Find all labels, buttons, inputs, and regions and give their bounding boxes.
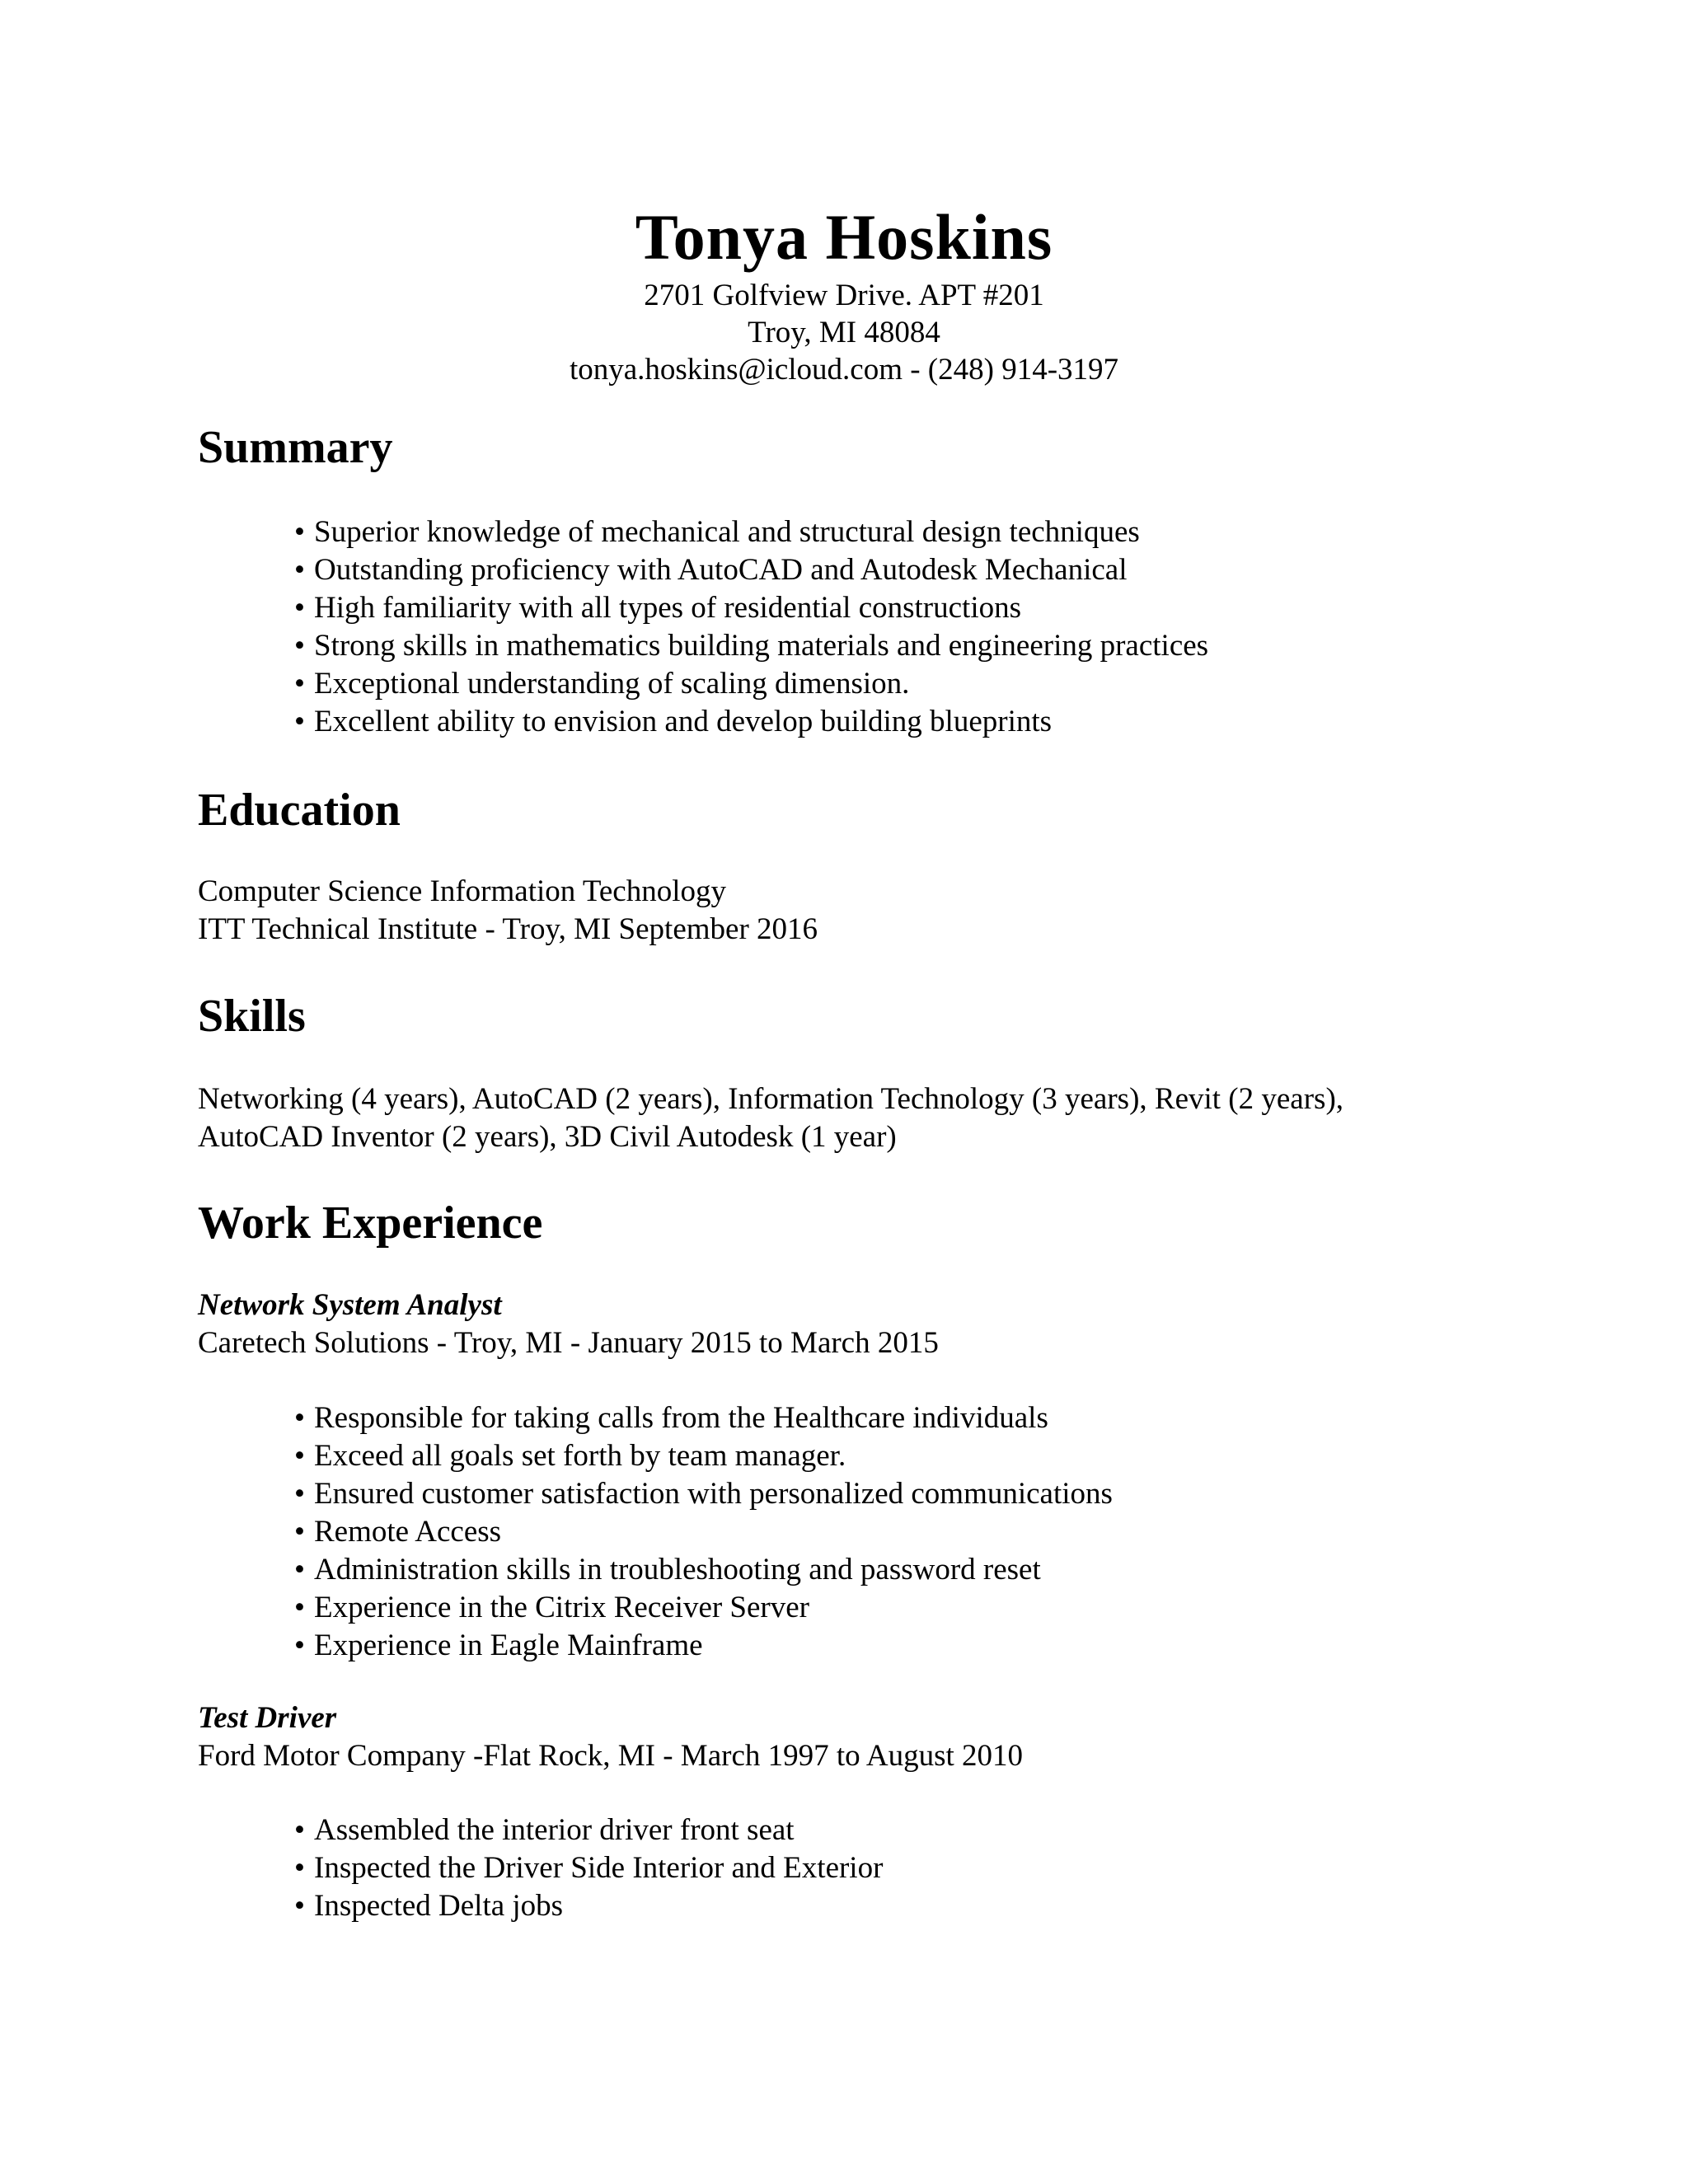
bullet-icon: • [294, 1629, 305, 1662]
list-item-text: Assembled the interior driver front seat [314, 1813, 795, 1847]
list-item-text: Superior knowledge of mechanical and structural design techniques [314, 515, 1140, 549]
bullet-icon: • [294, 515, 305, 549]
job-title: Test Driver [198, 1701, 337, 1735]
list-item-text: Inspected Delta jobs [314, 1889, 564, 1923]
list-item [294, 1589, 1113, 1627]
list-item [294, 1849, 883, 1887]
list-item [294, 1513, 1113, 1551]
candidate-name: Tonya Hoskins [635, 201, 1053, 273]
list-item [294, 1551, 1113, 1589]
list-item-text: Experience in the Citrix Receiver Server [314, 1591, 809, 1624]
list-item [294, 513, 1208, 551]
bullet-icon: • [294, 1553, 305, 1586]
list-item-text: Exceed all goals set forth by team manager. [314, 1439, 846, 1473]
skills-line-1: Networking (4 years), AutoCAD (2 years), Information Technology (3 years), Revit (2 years), [198, 1082, 1344, 1116]
job-company: Caretech Solutions - Troy, MI - January 2015 to March 2015 [198, 1326, 939, 1360]
summary-list [294, 513, 1208, 741]
address-line-1: 2701 Golfview Drive. APT #201 [644, 279, 1044, 312]
bullet-icon: • [294, 1477, 305, 1511]
bullet-icon: • [294, 1401, 305, 1435]
bullet-icon: • [294, 553, 305, 587]
bullet-icon: • [294, 1813, 305, 1847]
list-item-text: Experience in Eagle Mainframe [314, 1629, 703, 1662]
bullet-icon: • [294, 1439, 305, 1473]
list-item [294, 1887, 883, 1925]
education-school: ITT Technical Institute - Troy, MI September 2016 [198, 912, 818, 946]
list-item [294, 665, 1208, 703]
list-item [294, 1627, 1113, 1665]
list-item-text: High familiarity with all types of residential constructions [314, 591, 1022, 625]
list-item [294, 1475, 1113, 1513]
job-title: Network System Analyst [198, 1288, 502, 1322]
list-item [294, 1811, 883, 1849]
education-degree: Computer Science Information Technology [198, 874, 726, 908]
list-item-text: Excellent ability to envision and develop building blueprints [314, 705, 1053, 738]
skills-heading: Skills [198, 991, 306, 1042]
job-duties-list [294, 1399, 1113, 1665]
list-item [294, 703, 1208, 741]
resume-header [0, 198, 1688, 388]
job-company: Ford Motor Company -Flat Rock, MI - March 1997 to August 2010 [198, 1739, 1024, 1773]
bullet-icon: • [294, 705, 305, 738]
list-item-text: Inspected the Driver Side Interior and Exterior [314, 1851, 884, 1885]
bullet-icon: • [294, 1591, 305, 1624]
list-item [294, 1437, 1113, 1475]
list-item [294, 1399, 1113, 1437]
list-item-text: Outstanding proficiency with AutoCAD and Autodesk Mechanical [314, 553, 1128, 587]
list-item [294, 551, 1208, 589]
list-item-text: Administration skills in troubleshooting and password reset [314, 1553, 1041, 1586]
list-item-text: Exceptional understanding of scaling dimension. [314, 667, 910, 701]
bullet-icon: • [294, 629, 305, 663]
bullet-icon: • [294, 1851, 305, 1885]
skills-line-2: AutoCAD Inventor (2 years), 3D Civil Autodesk (1 year) [198, 1120, 897, 1154]
work-experience-heading: Work Experience [198, 1197, 543, 1249]
list-item-text: Ensured customer satisfaction with personalized communications [314, 1477, 1113, 1511]
list-item-text: Responsible for taking calls from the Healthcare individuals [314, 1401, 1048, 1435]
list-item-text: Strong skills in mathematics building materials and engineering practices [314, 629, 1209, 663]
address-line-2: Troy, MI 48084 [748, 316, 940, 349]
bullet-icon: • [294, 591, 305, 625]
job-duties-list [294, 1811, 883, 1925]
bullet-icon: • [294, 1889, 305, 1923]
list-item [294, 627, 1208, 665]
email-phone-line: tonya.hoskins@icloud.com - (248) 914-3197 [569, 353, 1119, 387]
list-item [294, 589, 1208, 627]
list-item-text: Remote Access [314, 1515, 502, 1549]
summary-heading: Summary [198, 422, 393, 473]
bullet-icon: • [294, 1515, 305, 1549]
bullet-icon: • [294, 667, 305, 701]
education-heading: Education [198, 785, 401, 836]
